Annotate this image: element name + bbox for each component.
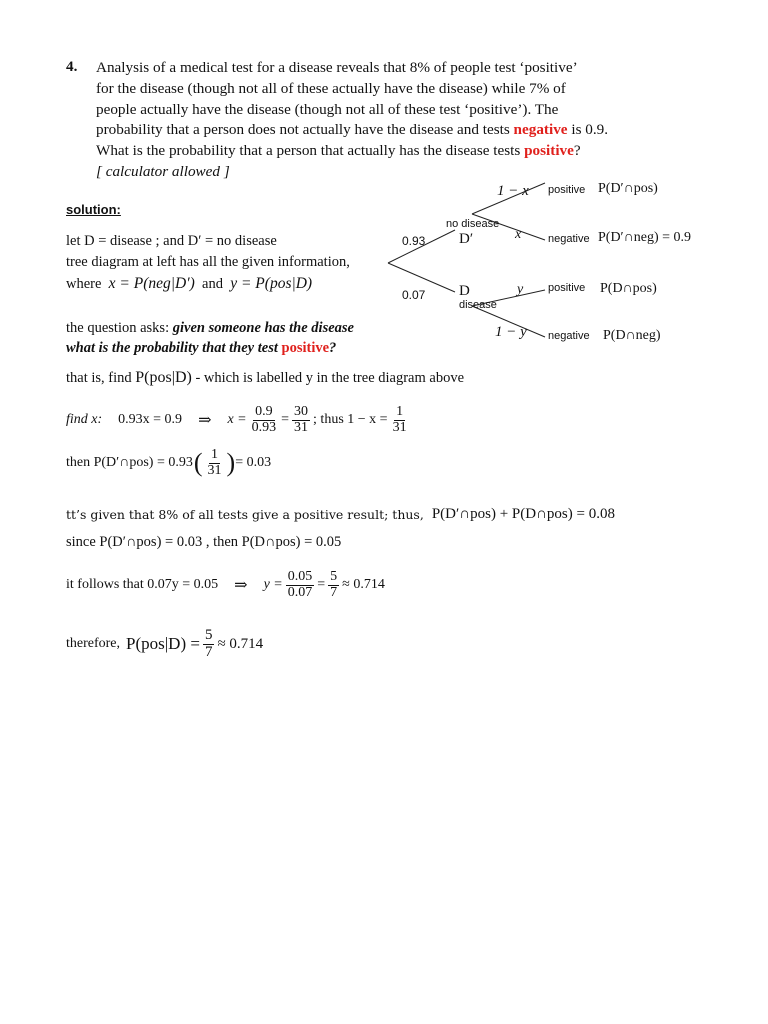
prob-no-disease: 0.93: [402, 234, 426, 248]
fraction-denominator: 7: [204, 643, 213, 660]
branch-label-1-minus-x: 1 − x: [497, 183, 529, 199]
implies-arrow-2: ⇒: [234, 577, 248, 595]
fraction-numerator: 1: [211, 447, 219, 462]
no-disease-label: no disease: [446, 218, 500, 230]
question-asks-line-1: [66, 320, 354, 337]
prob-dprime-and-pos: P(D′∩pos): [598, 181, 658, 196]
question-asks-bold-2: what is the probability that they test: [66, 340, 282, 356]
problem-line-4-end: is 0.9.: [567, 121, 609, 139]
therefore-post: ≈ 0.714: [217, 635, 264, 652]
problem-line-2: for the disease (though not all of these actually have the disease) while 7% of: [96, 79, 566, 97]
outcome-negative-2: negative: [548, 330, 590, 342]
therefore-word: therefore,: [66, 636, 121, 652]
find-x-line: [66, 405, 412, 435]
open-paren: (: [193, 448, 203, 478]
fraction-denominator: 0.93: [251, 419, 277, 435]
close-paren: ): [226, 448, 236, 478]
problem-line-5-end: ?: [573, 142, 581, 160]
find-line-pre: that is, find: [66, 370, 136, 386]
branch-label-1-minus-y: 1 − y: [495, 324, 527, 340]
fraction-numerator: 30: [294, 404, 309, 419]
follows-line-post: ≈ 0.714: [342, 577, 385, 593]
fraction-numerator: 0.05: [287, 569, 313, 584]
problem-line-5-text: What is the probability that a person that actually has the disease tests: [96, 142, 525, 160]
fraction-denominator: 0.07: [287, 584, 313, 600]
fraction-1-over-31: [391, 405, 409, 435]
and-word: and: [202, 276, 223, 292]
problem-line-3: people actually have the disease (though not all of these test ‘positive’). The: [96, 100, 559, 118]
given-line-expr: P(D′∩pos) + P(D∩pos) = 0.08: [431, 506, 615, 522]
fraction-5-over-7-final: [203, 628, 215, 661]
question-number: 4.: [66, 58, 78, 75]
given-line: [66, 506, 615, 523]
question-asks-bold-1: given someone has the disease: [172, 320, 354, 336]
equals-sign: =: [281, 412, 290, 428]
therefore-line: [66, 628, 263, 661]
question-asks-end: ?: [329, 340, 337, 356]
outcome-positive-1: positive: [548, 184, 586, 196]
fraction-denominator: 31: [294, 419, 309, 435]
tree-diagram: [0, 0, 768, 360]
fraction-denominator: 7: [330, 584, 338, 600]
fraction-denominator: 31: [392, 419, 407, 435]
fraction-numerator: 0.9: [255, 404, 273, 419]
prob-disease: 0.07: [402, 288, 426, 302]
branch-label-y: y: [517, 282, 524, 297]
implies-arrow: ⇒: [198, 412, 212, 430]
question-asks-prefix: the question asks:: [66, 320, 173, 336]
thus-text: ; thus 1 − x =: [313, 412, 388, 428]
then-line: [66, 448, 271, 478]
definition-line-1: let D = disease ; and D′ = no disease: [66, 233, 277, 249]
question-asks-line-2: [66, 340, 336, 357]
problem-line-1: Analysis of a medical test for a disease reveals that 8% of people test ‘positive’: [96, 59, 578, 76]
fraction-numerator: 1: [396, 404, 404, 419]
find-x-label: find x:: [66, 412, 103, 428]
then-line-post: = 0.03: [235, 455, 272, 471]
then-line-pre: then P(D′∩pos) = 0.93: [66, 455, 193, 471]
prob-d-and-pos: P(D∩pos): [600, 281, 657, 296]
find-line: [66, 369, 464, 387]
definition-line-2: tree diagram at left has all the given information,: [66, 254, 350, 270]
disease-label: disease: [459, 299, 497, 311]
y-definition: y = P(pos|D): [230, 275, 313, 292]
equals-sign-2: =: [317, 577, 326, 593]
fraction-denominator: 31: [207, 462, 222, 478]
negative-highlight: negative: [513, 121, 568, 139]
since-line: since P(D′∩pos) = 0.03 , then P(D∩pos) = 0.05: [66, 534, 342, 550]
branch-label-x: x: [515, 227, 522, 242]
where-word: where: [66, 276, 102, 292]
solution-heading: solution:: [66, 202, 121, 217]
outcome-negative-1: negative: [548, 233, 590, 245]
x-equals: x =: [227, 412, 247, 428]
fraction-numerator: 5: [330, 569, 338, 584]
fraction-numerator: 5: [204, 627, 213, 643]
problem-line-4-text: probability that a person does not actually have the disease and tests: [96, 121, 514, 139]
y-equals: y =: [263, 577, 283, 593]
find-line-expr: P(pos|D): [135, 369, 192, 386]
positive-highlight: positive: [524, 142, 574, 160]
node-d-prime: D′: [459, 231, 474, 247]
fraction-30-over-31: [292, 405, 310, 435]
follows-line: [66, 570, 385, 600]
node-d: D: [459, 283, 470, 299]
find-line-post: - which is labelled y in the tree diagram above: [191, 370, 465, 386]
prob-d-and-neg: P(D∩neg): [603, 328, 661, 343]
calculator-note: [ calculator allowed ]: [96, 162, 230, 180]
fraction-1-over-31-b: [206, 448, 224, 478]
follows-line-pre: it follows that 0.07y = 0.05: [66, 577, 219, 593]
x-definition: x = P(neg|D′): [108, 275, 195, 292]
fraction-0.05-over-0.07: [286, 570, 315, 600]
positive-highlight-2: positive: [281, 340, 330, 356]
therefore-expr: P(pos|D) =: [126, 634, 200, 654]
fraction-5-over-7: [328, 570, 339, 600]
given-line-pre: tt’s given that 8% of all tests give a positive result; thus,: [66, 507, 424, 522]
outcome-positive-2: positive: [548, 282, 586, 294]
prob-dprime-and-neg: P(D′∩neg) = 0.9: [598, 230, 692, 245]
find-x-equation: 0.93x = 0.9: [118, 412, 183, 428]
fraction-0.9-over-0.93: [250, 405, 279, 435]
